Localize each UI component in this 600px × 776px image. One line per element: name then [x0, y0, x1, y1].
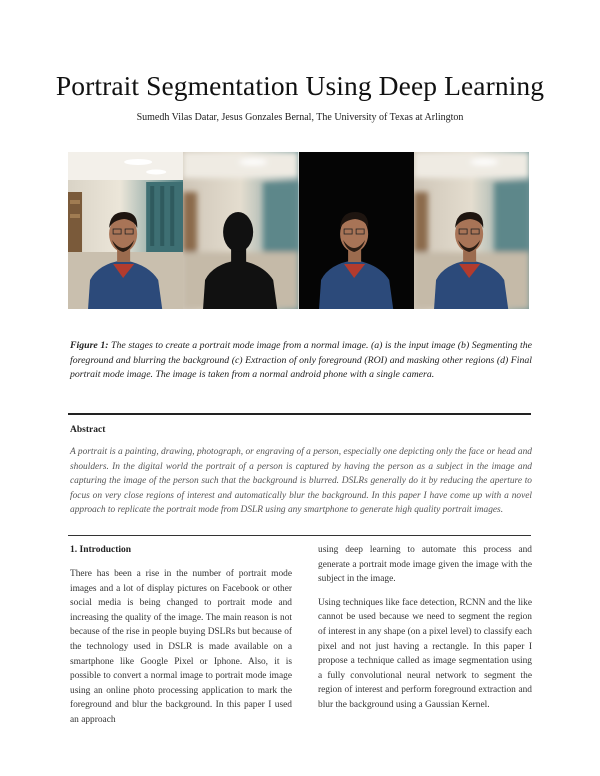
section-divider-thin — [68, 535, 531, 536]
figure-caption-text: The stages to create a portrait mode image from a normal image. (a) is the input image (b) Segmenting the foreground and blurring the background (c) Extraction of only foreground (ROI) and masking other regions (d) Final portrait mode image. The image is taken from a normal android phone with a single camera. — [70, 340, 533, 381]
introduction-paragraph-2: using deep learning to automate this process and generate a portrait mode image given the image with the subject in the image. — [318, 545, 532, 585]
body-column-left — [70, 543, 292, 728]
introduction-paragraph-1: There has been a rise in the number of portrait mode images and a lot of display pictures on Facebook or other social media is being changed to portrait mode and increasing the quality of the image. The main reason is not because of the rise in people buying DSLRs but because of the technology used in DSLR is made available on a smartphone like Google Pixel or Iphone. Also, it is possible to convert a normal image to portrait mode image using an online photo processing application to mark the foreground and blur the background. In this paper I used an approach — [70, 569, 292, 725]
figure-panel-input-image — [68, 152, 183, 309]
figure-panel-segmented-blurred — [183, 152, 298, 309]
introduction-paragraph-3: Using techniques like face detection, RCNN and the like cannot be used because we need to segment the region of interest in any shape (on a pixel level) to classify each pixel and not just having a rectangle. In this paper I propose a technique called as image segmentation using a fully convolutional neural network to segment the region of interest and perform foreground extraction and blur the background using a Gaussian Kernel. — [318, 597, 532, 710]
introduction-heading: 1. Introduction — [70, 545, 132, 555]
figure-panel-foreground-extracted — [299, 152, 414, 309]
figure-1-caption — [70, 339, 532, 383]
abstract-heading: Abstract — [70, 425, 106, 435]
figure-caption-label: Figure 1: — [70, 340, 109, 351]
figure-1-image-strip — [68, 152, 529, 309]
abstract-text: A portrait is a painting, drawing, photograph, or engraving of a person, especially one depicting only the face or head and shoulders. In the digital world the portrait of a person is captured by having the person as a subject in the image and capturing the image of the person such that the background is blurred. DSLRs generally do it by reducing the aperture to focus on very close regions of interest and automatically blur the background. In this paper I have come up with a novel approach to replicate the portrait mode from DSLR using any smartphone to generate high quality portrait images. — [70, 447, 532, 516]
section-divider-thick — [68, 413, 531, 415]
paper-authors: Sumedh Vilas Datar, Jesus Gonzales Bernal, The University of Texas at Arlington — [136, 112, 464, 123]
body-column-right — [318, 543, 532, 713]
paper-title: Portrait Segmentation Using Deep Learning — [55, 70, 545, 101]
figure-panel-final-portrait — [414, 152, 529, 309]
